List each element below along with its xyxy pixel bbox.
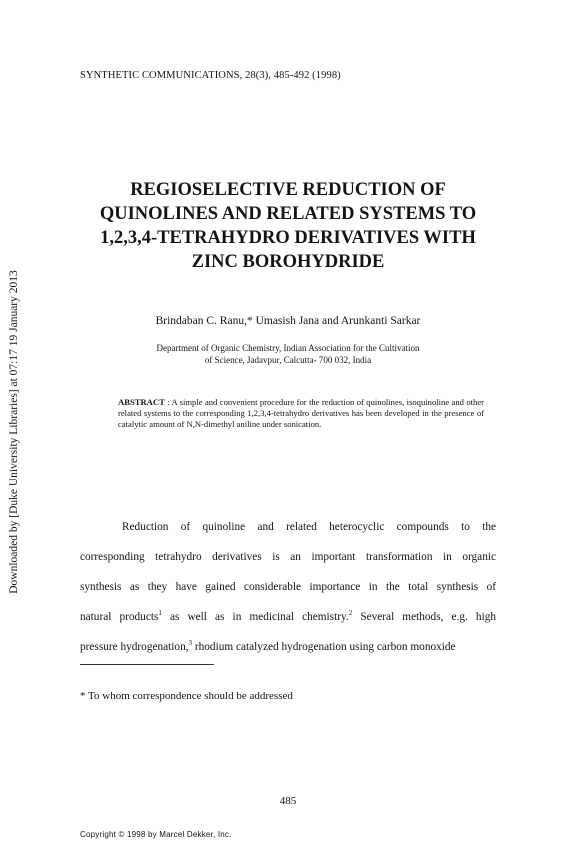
download-watermark-text: Downloaded by [Duke University Libraries] at 07:17 19 January 2013 [8,270,20,594]
abstract-label: ABSTRACT [118,397,165,407]
author-list: Brindaban C. Ranu,* Umasish Jana and Arunkanti Sarkar [155,315,421,327]
download-watermark [4,270,24,594]
body-text-segment: pressure hydrogenation, [80,641,189,653]
body-line [80,632,496,662]
article-title [60,178,516,274]
body-line: corresponding tetrahydro derivatives is an important transformation in organic [80,551,496,563]
abstract-text: : A simple and convenient procedure for the reduction of quinolines, isoquinoline and other related systems to the corresponding 1,2,3,4-tetrahydro derivatives has been developed in the presence of catalytic amount of N,N-dimethyl aniline under sonication. [118,397,484,430]
body-paragraph [80,512,496,662]
citation-marker: 2 [348,609,353,617]
abstract [118,397,484,431]
body-text-segment: Several methods, e.g. high [352,611,497,623]
citation-marker: 3 [188,639,193,647]
affiliation-line: Department of Organic Chemistry, Indian Association for the Cultivation [156,343,420,353]
citation-marker: 1 [158,609,162,617]
body-line: synthesis as they have gained considerable importance in the total synthesis of [80,581,496,593]
body-text-segment: as well as in medicinal chemistry. [161,611,349,623]
body-text-segment: rhodium catalyzed hydrogenation using carbon monoxide [192,641,456,653]
body-text-segment: natural products [80,611,159,623]
affiliation [0,343,576,366]
title-line: REGIOSELECTIVE REDUCTION OF [130,180,446,200]
body-line [80,602,496,632]
title-line: 1,2,3,4-TETRAHYDRO DERIVATIVES WITH [100,228,476,248]
footnote: * To whom correspondence should be addressed [80,690,293,702]
footnote-divider [80,664,214,665]
page-number: 485 [279,795,297,807]
affiliation-line: of Science, Jadavpur, Calcutta- 700 032, India [204,354,372,365]
body-line: Reduction of quinoline and related heterocyclic compounds to the [122,521,496,533]
title-line: QUINOLINES AND RELATED SYSTEMS TO [99,204,477,224]
copyright-notice: Copyright © 1998 by Marcel Dekker, Inc. [80,830,232,839]
title-line: ZINC BOROHYDRIDE [191,252,385,272]
journal-header: SYNTHETIC COMMUNICATIONS, 28(3), 485-492 (1998) [80,70,341,81]
